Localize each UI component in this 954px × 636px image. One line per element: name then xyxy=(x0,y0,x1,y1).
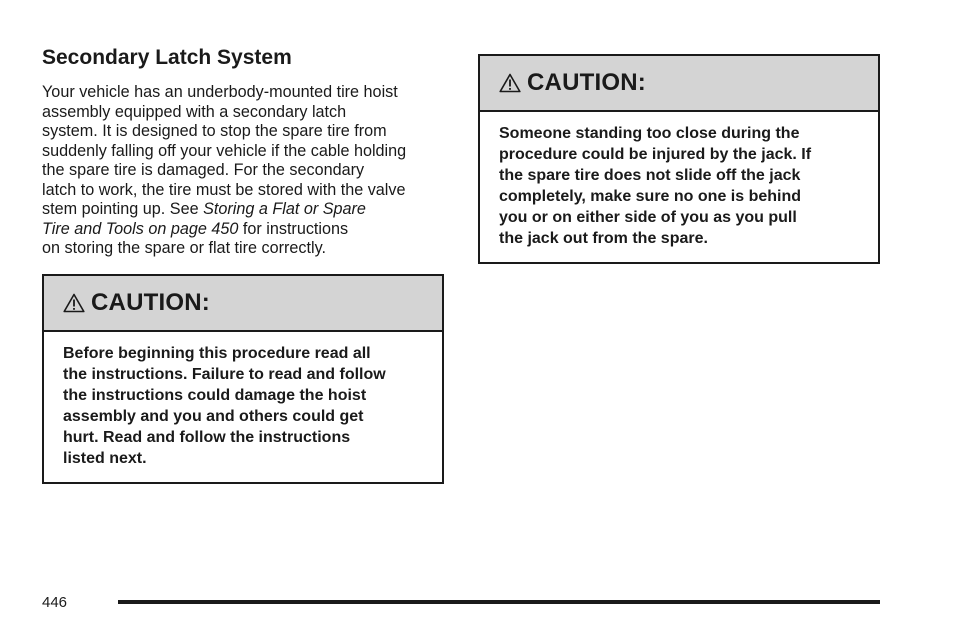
caution-text xyxy=(480,112,878,249)
paragraph-line: assembly equipped with a secondary latch xyxy=(42,102,347,121)
caution-line: the instructions could damage the hoist xyxy=(63,387,367,404)
caution-line: the spare tire does not slide off the jack xyxy=(499,167,801,184)
paragraph-line: on storing the spare or flat tire correctly. xyxy=(42,239,326,257)
caution-header xyxy=(480,56,878,112)
caution-box-hoist xyxy=(42,274,444,484)
caution-title: CAUTION: xyxy=(527,69,646,96)
page-number: 446 xyxy=(42,594,68,611)
caution-line: Before beginning this procedure read all xyxy=(63,345,371,362)
section-heading: Secondary Latch System xyxy=(42,46,292,69)
paragraph-line: Your vehicle has an underbody-mounted tire hoist xyxy=(42,83,398,101)
caution-line: Someone standing too close during the xyxy=(499,125,800,142)
caution-text xyxy=(44,332,442,469)
paragraph-line: system. It is designed to stop the spare tire from xyxy=(42,122,387,140)
caution-line: the instructions. Failure to read and follow xyxy=(63,366,386,383)
caution-title: CAUTION: xyxy=(91,289,210,316)
cross-reference-link[interactable]: Storing a Flat or Spare xyxy=(203,200,366,218)
reference-prefix: stem pointing up. See xyxy=(42,200,204,218)
caution-line: completely, make sure no one is behind xyxy=(499,188,802,205)
caution-line: the jack out from the spare. xyxy=(499,230,708,247)
left-column xyxy=(42,44,446,259)
caution-line: you or on either side of you as you pull xyxy=(499,209,797,226)
paragraph-line-reference xyxy=(42,200,446,220)
caution-header xyxy=(44,276,442,332)
paragraph-line: latch to work, the tire must be stored with the valve xyxy=(42,180,406,199)
warning-triangle-icon xyxy=(499,73,521,93)
caution-line: hurt. Read and follow the instructions xyxy=(63,429,351,446)
paragraph-line: the spare tire is damaged. For the secondary xyxy=(42,161,365,179)
footer-rule xyxy=(118,600,880,604)
body-paragraph xyxy=(42,83,446,259)
caution-line: assembly and you and others could get xyxy=(63,408,364,425)
paragraph-line-reference xyxy=(42,220,446,240)
caution-line: listed next. xyxy=(63,450,147,467)
warning-triangle-icon xyxy=(63,293,85,313)
paragraph-line: suddenly falling off your vehicle if the cable holding xyxy=(42,141,407,160)
caution-box-jack xyxy=(478,54,880,264)
cross-reference-link[interactable]: Tire and Tools on page 450 xyxy=(42,219,239,238)
reference-suffix: for instructions xyxy=(238,219,349,238)
caution-line: procedure could be injured by the jack. If xyxy=(499,146,812,163)
